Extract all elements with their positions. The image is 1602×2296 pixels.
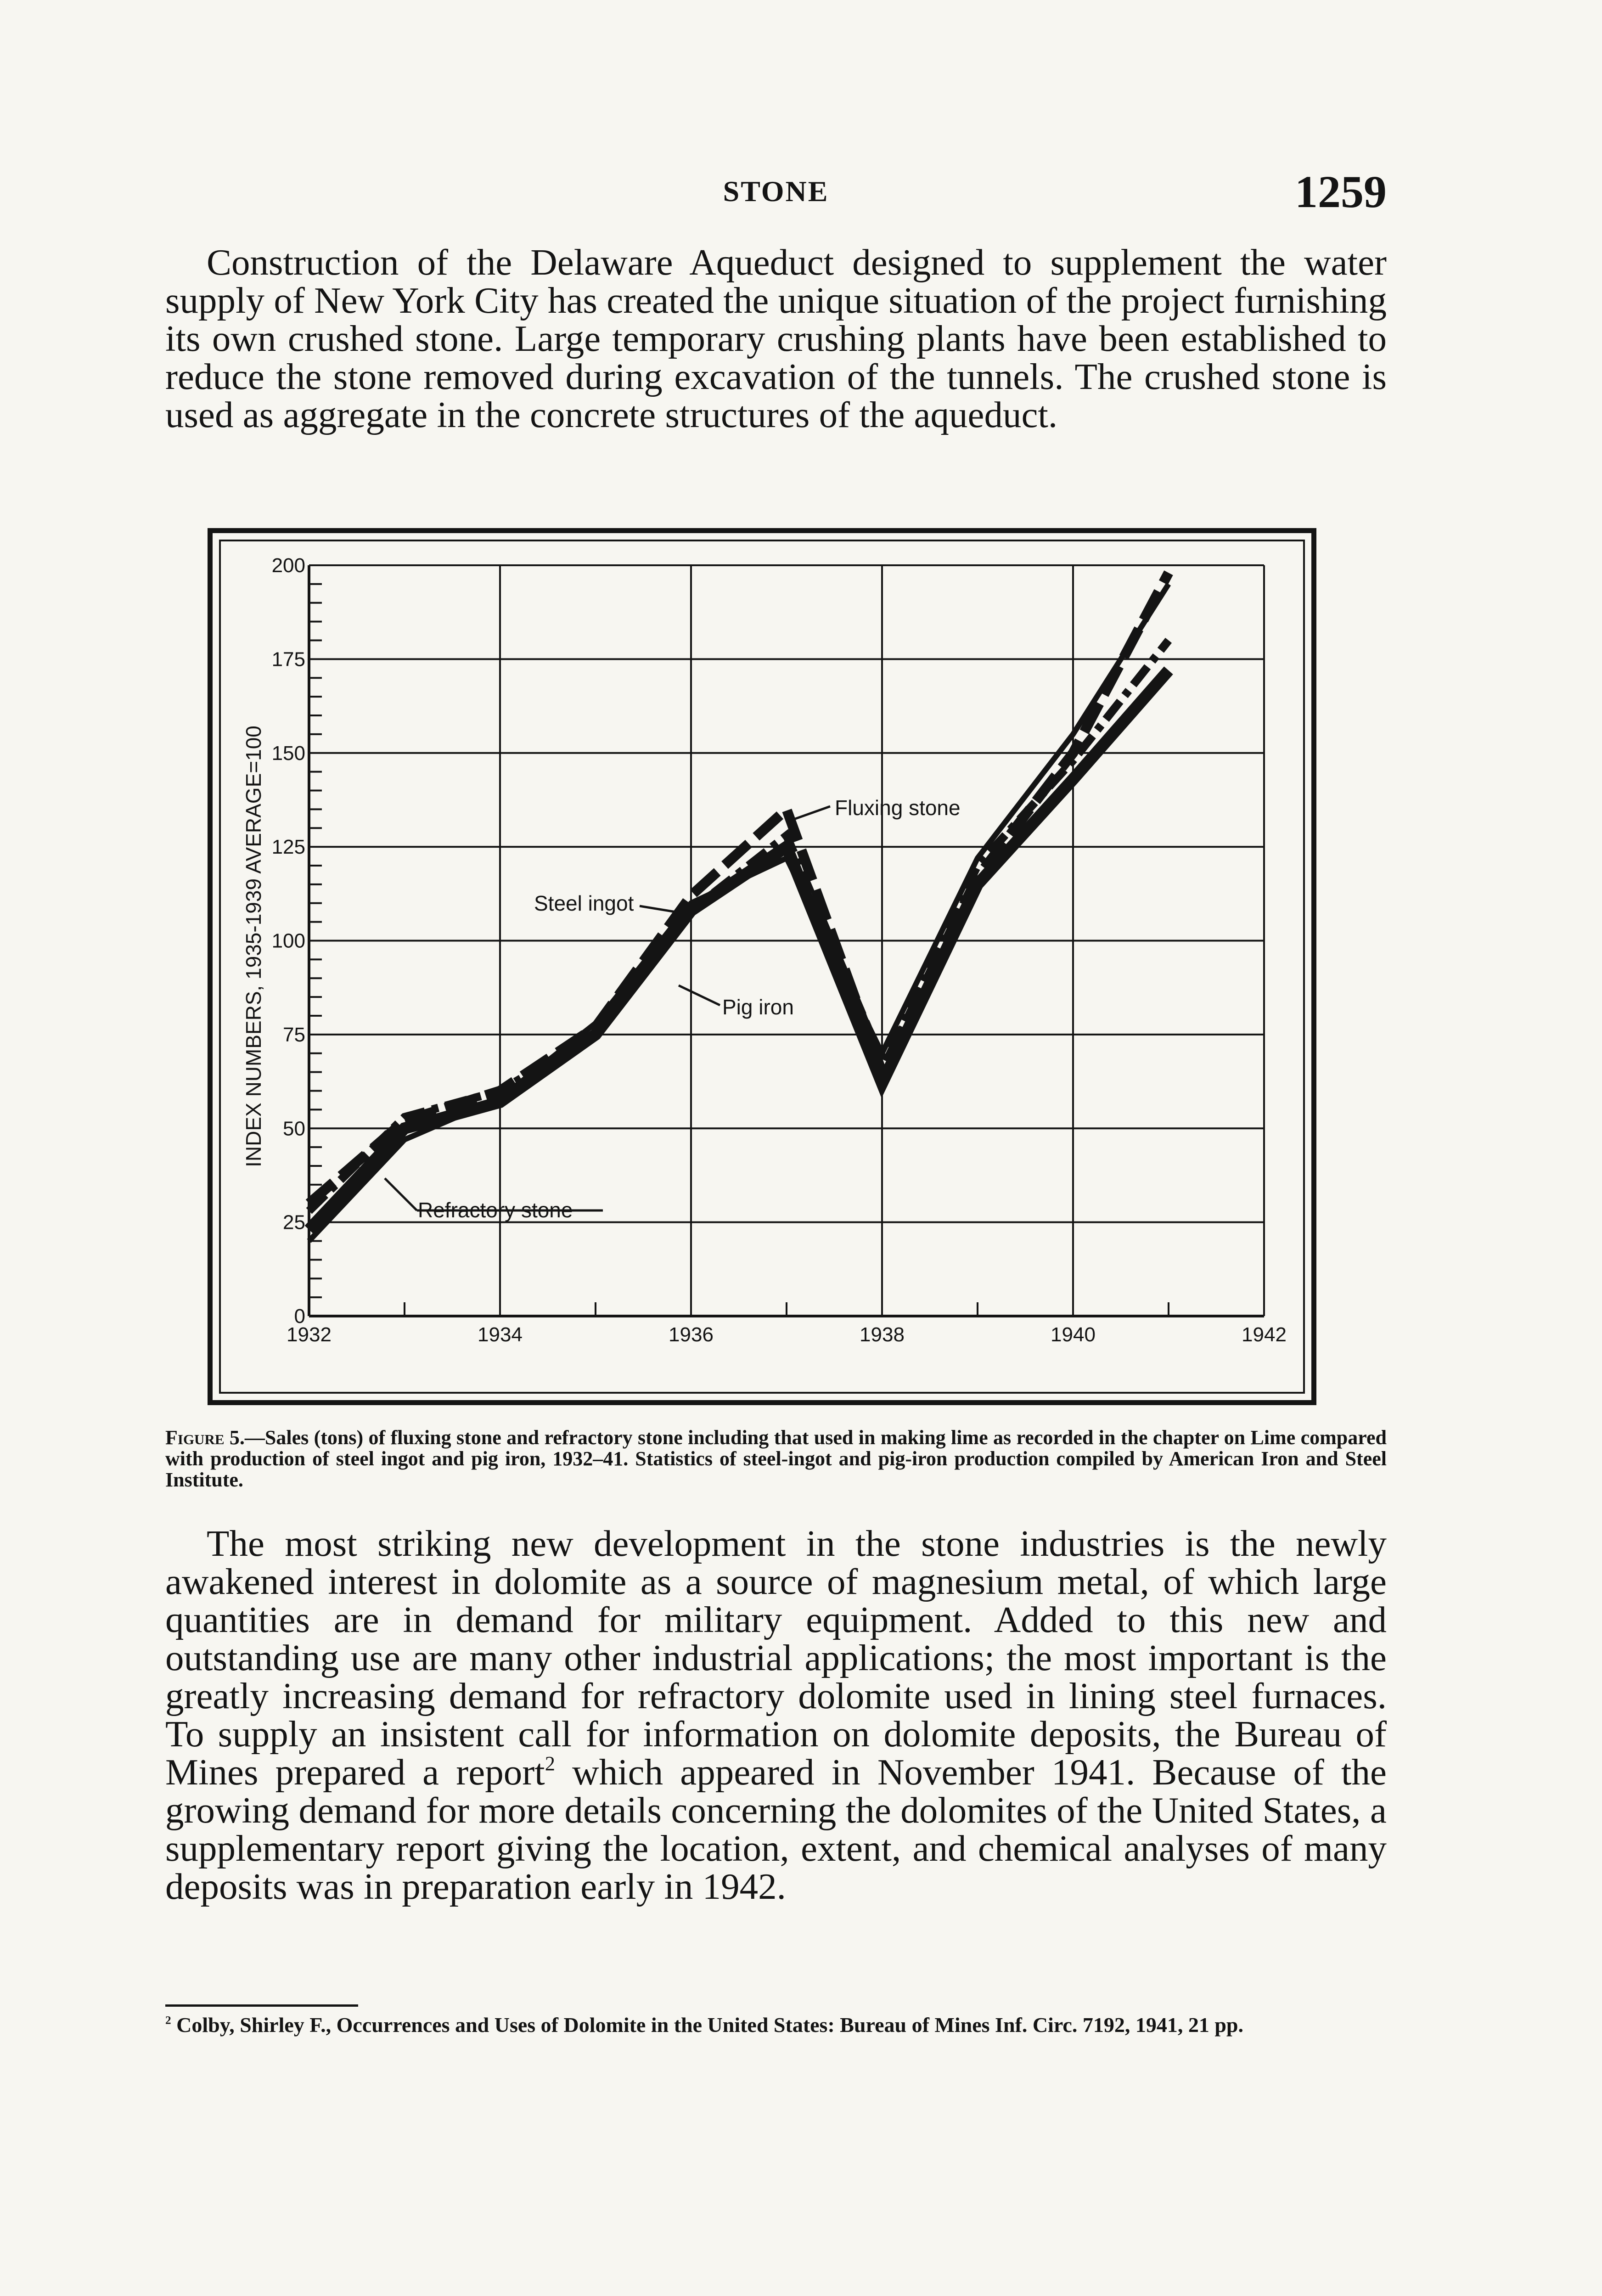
- x-tick-label: 1932: [287, 1323, 332, 1346]
- y-tick-label: 200: [271, 554, 305, 577]
- x-tick-label: 1940: [1051, 1323, 1096, 1346]
- series-label-fluxing-stone: Fluxing stone: [835, 796, 961, 820]
- footnote-reference: 2: [545, 1751, 555, 1775]
- caption-text: —Sales (tons) of fluxing stone and refractory stone including that used in making lime as recorded in the chapter on Lime compared with production of steel ingot and pig iron, 1932–41. Statistics of steel-ingot and pig-iron production compiled by American Iron and Steel Institute.: [165, 1426, 1387, 1491]
- x-tick-label: 1942: [1242, 1323, 1287, 1346]
- series-label-refractory-stone: Refractory stone: [418, 1198, 573, 1222]
- pig-iron-annotation: [679, 985, 794, 1019]
- index-chart: [213, 533, 1321, 1410]
- plot-area: [272, 554, 1287, 1346]
- paragraph-aqueduct: Construction of the Delaware Aqueduct designed to supplement the water supply of New York City has created the unique situation of the project furnishing its own crushed stone. Large temporary crushing plants have been established to reduce the stone removed during excavation of the tunnels. The crushed stone is used as aggregate in the concrete structures of the aqueduct.: [165, 242, 1387, 435]
- y-tick-label: 175: [271, 648, 305, 671]
- fluxing-stone-annotation: [789, 796, 961, 821]
- page-header: [165, 165, 1387, 216]
- y-tick-label: 100: [271, 929, 305, 952]
- series-label-steel-ingot: Steel ingot: [534, 891, 634, 915]
- series-label-pig-iron: Pig iron: [722, 995, 794, 1019]
- figure-caption: [165, 1427, 1387, 1491]
- series-line-steel-ingot: [309, 584, 1169, 1241]
- running-title: STONE: [723, 175, 829, 208]
- refractory-stone-annotation: [385, 1178, 603, 1222]
- y-tick-label: 75: [283, 1023, 305, 1046]
- paragraph-dolomite-text-2: which appeared in November 1941. Because of the growing demand for more details concerning the dolomites of the United States, a supplementary report giving the location, extent, and chemical analyses of many deposits was in preparation early in 1942.: [165, 1751, 1387, 1907]
- page-number: 1259: [1295, 166, 1387, 217]
- x-tick-label: 1936: [669, 1323, 714, 1346]
- paragraph-dolomite-text-1: The most striking new development in the stone industries is the newly awakened interest in dolomite as a source of magnesium metal, of which large quantities are in demand for military equipment. Added to this new and outstanding use are many other industrial applications; the most important is the greatly increasing demand for refractory dolomite used in lining steel furnaces. To supply an insistent call for information on dolomite deposits, the Bureau of Mines prepared a report: [165, 1523, 1387, 1793]
- caption-label: Figure 5.: [165, 1426, 245, 1449]
- y-tick-label: 150: [271, 742, 305, 765]
- y-tick-label: 125: [271, 836, 305, 859]
- steel-ingot-annotation: [534, 891, 679, 915]
- paragraph-dolomite: [165, 1525, 1387, 1906]
- footnote: [165, 2014, 1387, 2037]
- series-line-pig-iron: [309, 670, 1169, 1230]
- y-tick-label: 0: [294, 1305, 305, 1328]
- y-tick-label: 25: [283, 1211, 305, 1234]
- x-tick-label: 1934: [478, 1323, 523, 1346]
- x-tick-label: 1938: [860, 1323, 905, 1346]
- y-tick-label: 50: [283, 1117, 305, 1140]
- footnote-text: Colby, Shirley F., Occurrences and Uses of Dolomite in the United States: Bureau of Mines Inf. Circ. 7192, 1941, 21 pp.: [171, 2013, 1244, 2037]
- footnote-rule: [165, 2004, 358, 2007]
- y-axis-label: INDEX NUMBERS, 1935-1939 AVERAGE=100: [242, 726, 265, 1167]
- series-labels: [385, 796, 961, 1222]
- footnote-mark: 2: [165, 2014, 171, 2027]
- figure-frame: [208, 528, 1316, 1405]
